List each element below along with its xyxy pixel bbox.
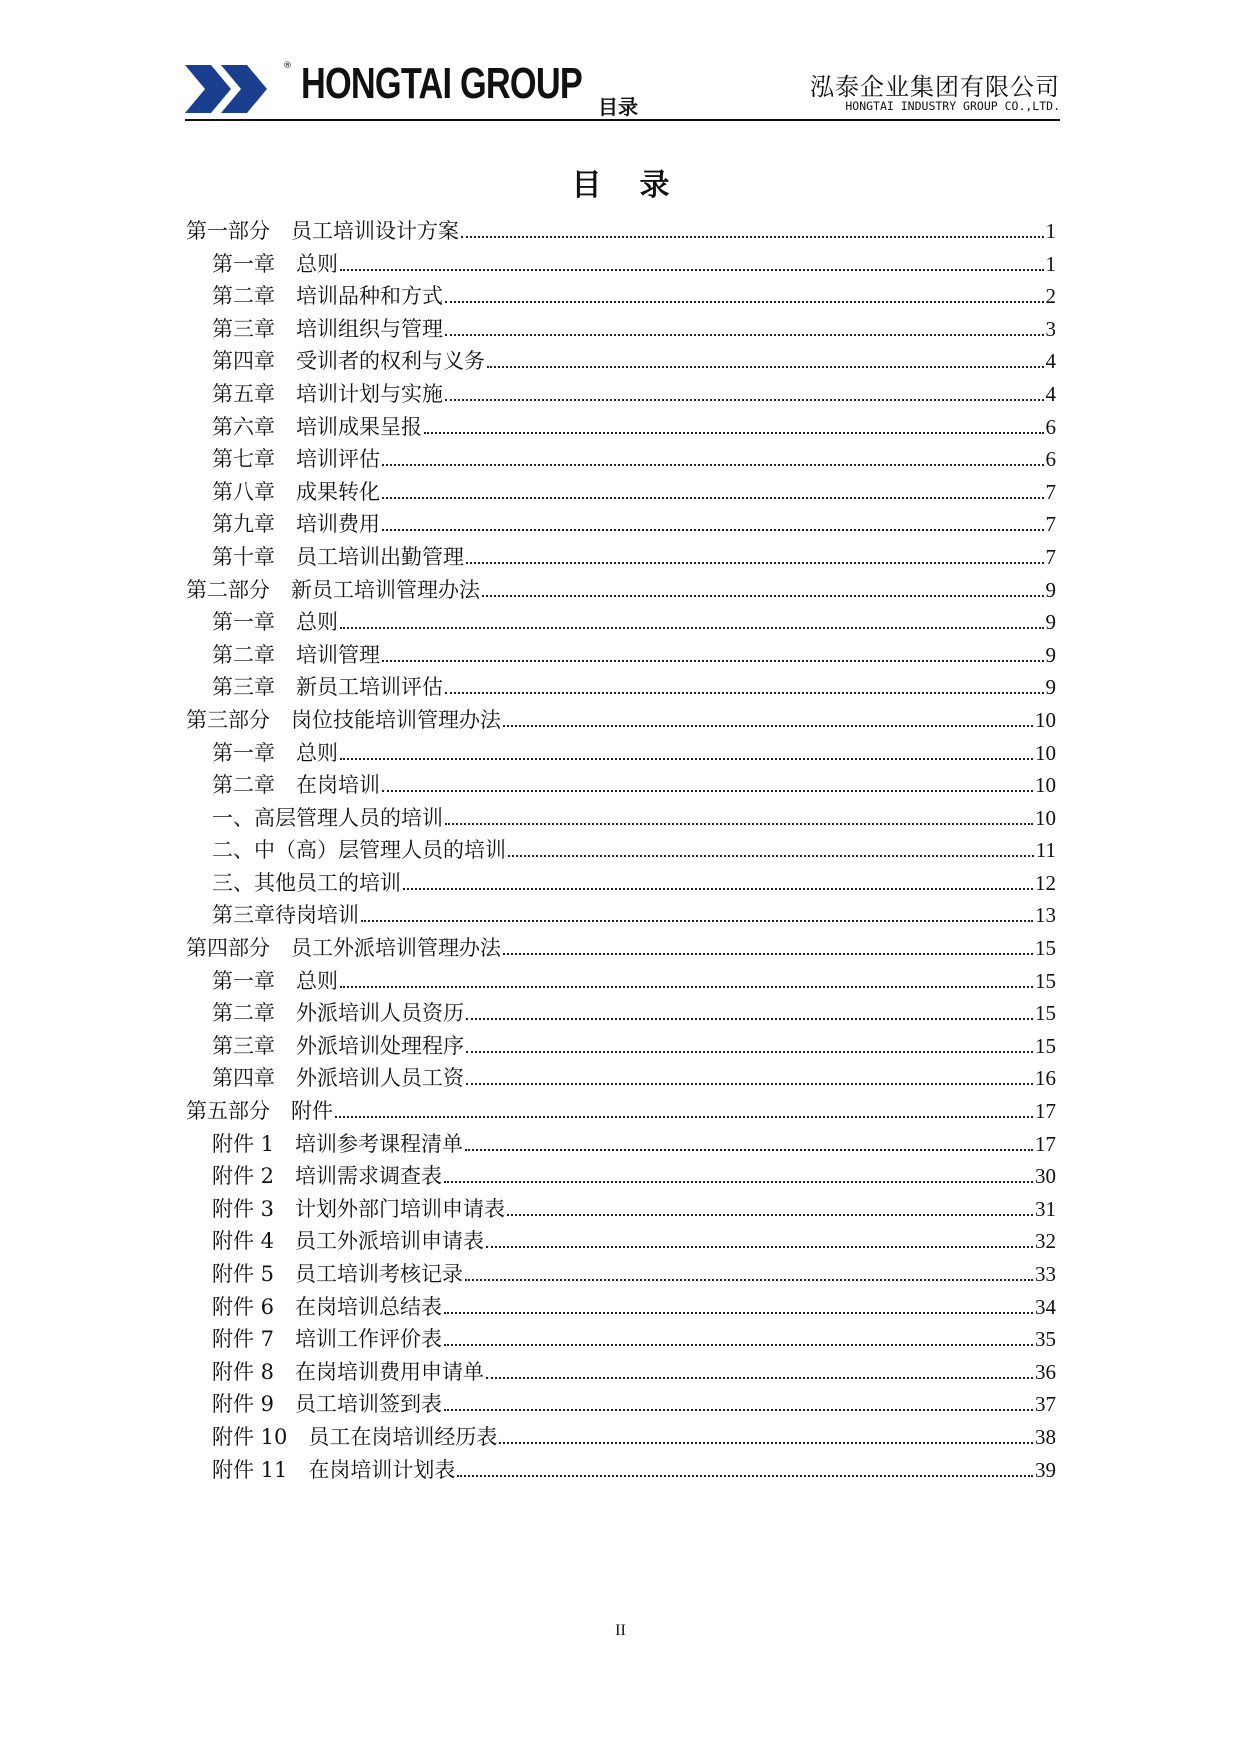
toc-entry[interactable]	[186, 443, 1056, 476]
toc-entry-label: 第三章 培训组织与管理	[212, 316, 443, 341]
toc-entry-page: 31	[1035, 1196, 1056, 1221]
toc-entry-label: 第一章 总则	[212, 251, 338, 276]
toc-leader-dots	[335, 1116, 1033, 1118]
toc-entry[interactable]	[186, 704, 1056, 737]
toc-entry[interactable]	[186, 606, 1056, 639]
toc-entry-label: 附件 10 员工在岗培训经历表	[212, 1424, 498, 1449]
toc-entry[interactable]	[186, 671, 1056, 704]
toc-entry-page: 10	[1035, 740, 1056, 765]
toc-entry[interactable]	[186, 574, 1056, 607]
toc-entry[interactable]	[186, 802, 1056, 835]
toc-entry-page: 15	[1035, 1001, 1056, 1026]
toc-entry-label: 第一章 总则	[212, 740, 338, 765]
toc-entry[interactable]	[186, 313, 1056, 346]
toc-entry[interactable]	[186, 1030, 1056, 1063]
toc-entry-label: 附件 11 在岗培训计划表	[212, 1457, 456, 1482]
toc-leader-dots	[486, 1377, 1033, 1379]
toc-entry-label: 第二章 在岗培训	[212, 773, 380, 798]
toc-entry[interactable]	[186, 1095, 1056, 1128]
toc-leader-dots	[487, 366, 1044, 368]
toc-entry-label: 第九章 培训费用	[212, 512, 380, 537]
header-section-title: 目录	[598, 95, 638, 119]
toc-leader-dots	[444, 1181, 1033, 1183]
toc-entry[interactable]	[186, 1454, 1056, 1487]
toc-entry-label: 第四部分 员工外派培训管理办法	[186, 936, 501, 961]
toc-leader-dots	[340, 758, 1033, 760]
toc-entry[interactable]	[186, 867, 1056, 900]
toc-entry-page: 17	[1035, 1099, 1056, 1124]
toc-entry[interactable]	[186, 248, 1056, 281]
toc-entry-page: 11	[1035, 838, 1056, 863]
toc-entry[interactable]	[186, 378, 1056, 411]
toc-entry-page: 35	[1035, 1327, 1056, 1352]
table-of-contents	[186, 215, 1056, 1486]
toc-leader-dots	[466, 1051, 1033, 1053]
toc-leader-dots	[424, 432, 1044, 434]
toc-entry-label: 第四章 受训者的权利与义务	[212, 349, 485, 374]
toc-leader-dots	[340, 269, 1044, 271]
toc-entry-page: 33	[1035, 1262, 1056, 1286]
toc-entry-label: 附件 5 员工培训考核记录	[212, 1262, 464, 1286]
toc-entry-page: 10	[1035, 805, 1056, 830]
toc-entry-page: 6	[1045, 447, 1056, 472]
toc-entry[interactable]	[186, 1062, 1056, 1095]
toc-leader-dots	[465, 1149, 1033, 1151]
toc-entry[interactable]	[186, 215, 1056, 248]
toc-entry-page: 34	[1035, 1294, 1056, 1319]
toc-leader-dots	[457, 1475, 1033, 1477]
toc-entry-page: 13	[1035, 903, 1056, 928]
toc-entry[interactable]	[186, 1225, 1056, 1258]
registered-mark: ®	[283, 61, 292, 71]
toc-leader-dots	[503, 725, 1033, 727]
toc-entry-page: 3	[1045, 316, 1056, 341]
toc-entry-label: 第五部分 附件	[186, 1099, 333, 1124]
toc-entry-label: 第三章 新员工培训评估	[212, 675, 443, 700]
toc-entry[interactable]	[186, 1323, 1056, 1356]
toc-entry[interactable]	[186, 541, 1056, 574]
toc-entry[interactable]	[186, 899, 1056, 932]
toc-entry-label: 附件 7 培训工作评价表	[212, 1327, 443, 1352]
toc-entry-label: 第四章 外派培训人员工资	[212, 1066, 464, 1091]
toc-entry-page: 32	[1035, 1229, 1056, 1254]
page-number: II	[615, 1622, 626, 1639]
toc-leader-dots	[486, 1246, 1033, 1248]
toc-entry-label: 第二章 培训管理	[212, 642, 380, 667]
toc-entry[interactable]	[186, 508, 1056, 541]
toc-leader-dots	[382, 660, 1044, 662]
toc-leader-dots	[466, 1018, 1033, 1020]
toc-entry[interactable]	[186, 1356, 1056, 1389]
toc-leader-dots	[445, 692, 1044, 694]
toc-entry-label: 第二章 外派培训人员资历	[212, 1001, 464, 1026]
toc-entry[interactable]	[186, 1291, 1056, 1324]
toc-entry-page: 4	[1045, 381, 1056, 406]
toc-entry-page: 17	[1035, 1131, 1056, 1156]
toc-entry-page: 16	[1035, 1066, 1056, 1091]
toc-entry[interactable]	[186, 769, 1056, 802]
toc-entry-label: 第十章 员工培训出勤管理	[212, 544, 464, 569]
toc-entry[interactable]	[186, 345, 1056, 378]
toc-entry-label: 第六章 培训成果呈报	[212, 414, 422, 439]
toc-entry-page: 37	[1035, 1392, 1056, 1417]
toc-entry-page: 38	[1035, 1424, 1056, 1449]
logo-text: HONGTAI GROUP	[301, 59, 582, 108]
toc-entry-page: 7	[1045, 544, 1056, 569]
toc-leader-dots	[382, 464, 1044, 466]
toc-entry-page: 30	[1035, 1164, 1056, 1189]
toc-entry-label: 第三章待岗培训	[212, 903, 359, 928]
toc-leader-dots	[482, 595, 1044, 597]
toc-entry-label: 附件 3 计划外部门培训申请表	[212, 1196, 506, 1221]
toc-entry-page: 9	[1045, 610, 1056, 635]
toc-leader-dots	[461, 236, 1044, 238]
toc-leader-dots	[382, 790, 1033, 792]
toc-entry-page: 15	[1035, 936, 1056, 961]
toc-entry-label: 第七章 培训评估	[212, 447, 380, 472]
toc-entry-label: 一、高层管理人员的培训	[212, 805, 443, 830]
toc-entry-page: 9	[1045, 577, 1056, 602]
toc-entry-label: 第一章 总则	[212, 610, 338, 635]
toc-entry-label: 第八章 成果转化	[212, 479, 380, 504]
toc-leader-dots	[508, 855, 1034, 857]
toc-entry-label: 第一章 总则	[212, 968, 338, 993]
toc-entry-label: 附件 9 员工培训签到表	[212, 1392, 443, 1417]
toc-entry-label: 第二章 培训品种和方式	[212, 284, 443, 309]
toc-entry-page: 15	[1035, 968, 1056, 993]
toc-leader-dots	[444, 1344, 1033, 1346]
toc-leader-dots	[382, 497, 1044, 499]
toc-entry-label: 附件 1 培训参考课程清单	[212, 1131, 464, 1156]
toc-entry-page: 9	[1045, 642, 1056, 667]
toc-entry[interactable]	[186, 1193, 1056, 1226]
toc-entry-label: 第三部分 岗位技能培训管理办法	[186, 707, 501, 732]
toc-entry[interactable]	[186, 1128, 1056, 1161]
toc-entry-page: 7	[1045, 512, 1056, 537]
toc-entry[interactable]	[186, 1258, 1056, 1291]
toc-entry-page: 10	[1035, 707, 1056, 732]
toc-leader-dots	[340, 986, 1033, 988]
toc-entry-page: 12	[1035, 870, 1056, 895]
toc-leader-dots	[445, 823, 1033, 825]
toc-entry-page: 39	[1035, 1457, 1056, 1482]
toc-entry-page: 2	[1045, 284, 1056, 309]
toc-entry-label: 附件 4 员工外派培训申请表	[212, 1229, 485, 1254]
toc-entry-label: 第一部分 员工培训设计方案	[186, 219, 459, 243]
toc-leader-dots	[445, 334, 1044, 336]
toc-leader-dots	[382, 529, 1044, 531]
toc-leader-dots	[444, 1312, 1033, 1314]
toc-entry[interactable]	[186, 997, 1056, 1030]
toc-entry[interactable]	[186, 639, 1056, 672]
toc-entry[interactable]	[186, 737, 1056, 770]
toc-leader-dots	[503, 953, 1033, 955]
toc-entry-page: 10	[1035, 773, 1056, 798]
toc-entry[interactable]	[186, 1388, 1056, 1421]
toc-leader-dots	[403, 888, 1033, 890]
toc-entry-label: 附件 8 在岗培训费用申请单	[212, 1359, 485, 1384]
hongtai-logo-icon	[185, 63, 280, 115]
toc-entry-page: 4	[1045, 349, 1056, 374]
toc-entry-label: 附件 6 在岗培训总结表	[212, 1294, 443, 1319]
toc-entry-page: 36	[1035, 1359, 1056, 1384]
toc-leader-dots	[444, 1409, 1033, 1411]
toc-entry-label: 第五章 培训计划与实施	[212, 381, 443, 406]
toc-leader-dots	[499, 1442, 1033, 1444]
toc-leader-dots	[507, 1214, 1033, 1216]
toc-leader-dots	[466, 562, 1044, 564]
toc-entry[interactable]	[186, 280, 1056, 313]
toc-title: 目录	[571, 168, 708, 203]
toc-entry-page: 9	[1045, 675, 1056, 700]
toc-leader-dots	[361, 920, 1033, 922]
toc-entry-page: 15	[1035, 1033, 1056, 1058]
toc-entry-page: 7	[1045, 479, 1056, 504]
toc-leader-dots	[445, 301, 1044, 303]
company-name-en: HONGTAI INDUSTRY GROUP CO.,LTD.	[845, 99, 1060, 113]
toc-entry[interactable]	[186, 1160, 1056, 1193]
toc-entry-label: 第二部分 新员工培训管理办法	[186, 577, 480, 602]
page-header	[185, 55, 1060, 121]
company-name-cn: 泓泰企业集团有限公司	[810, 73, 1060, 101]
toc-leader-dots	[445, 399, 1044, 401]
toc-entry-label: 第三章 外派培训处理程序	[212, 1033, 464, 1058]
toc-entry-label: 三、其他员工的培训	[212, 870, 401, 895]
toc-leader-dots	[466, 1083, 1033, 1085]
toc-entry[interactable]	[186, 834, 1056, 867]
toc-entry-label: 附件 2 培训需求调查表	[212, 1164, 443, 1189]
toc-entry-page: 1	[1045, 251, 1056, 276]
header-divider	[185, 119, 1060, 121]
toc-entry[interactable]	[186, 411, 1056, 444]
toc-entry[interactable]	[186, 476, 1056, 509]
toc-entry[interactable]	[186, 965, 1056, 998]
toc-entry-page: 6	[1045, 414, 1056, 439]
toc-leader-dots	[465, 1279, 1033, 1281]
toc-entry-page: 1	[1045, 219, 1056, 243]
toc-leader-dots	[340, 627, 1044, 629]
toc-entry[interactable]	[186, 1421, 1056, 1454]
toc-entry[interactable]	[186, 932, 1056, 965]
toc-entry-label: 二、中（高）层管理人员的培训	[212, 838, 506, 863]
